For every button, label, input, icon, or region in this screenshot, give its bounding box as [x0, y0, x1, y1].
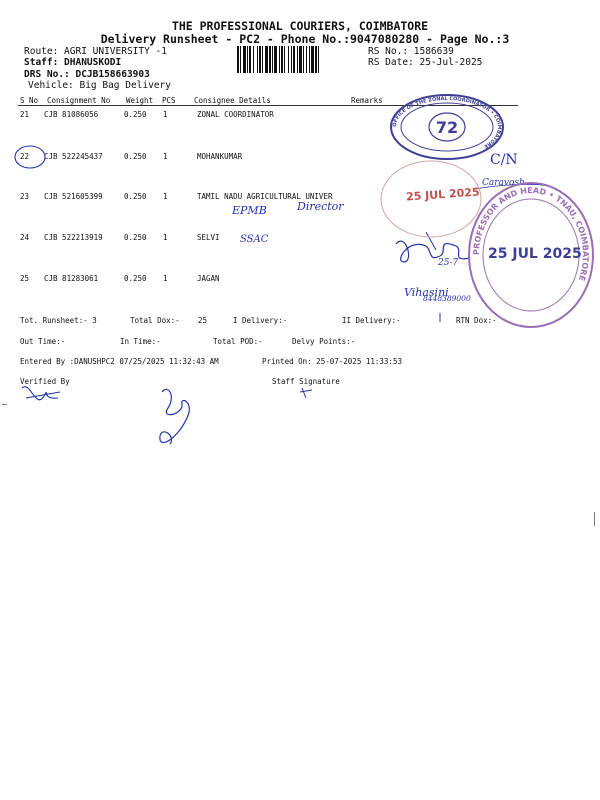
row-consignee: ZONAL COORDINATOR: [197, 110, 274, 119]
col-consignment: Consignment No: [47, 96, 111, 105]
runsheet-subtitle: Delivery Runsheet - PC2 - Phone No.:9047080280 - Page No.:3: [100, 32, 510, 46]
verified-by: Verified By: [20, 377, 70, 386]
row-consignment: CJB 522245437: [44, 152, 103, 161]
red-date-stamp: 25 JUL 2025: [405, 185, 480, 204]
row-sno: 21: [20, 110, 30, 119]
row-sno: 22: [20, 152, 30, 161]
col-pcs: PCS: [162, 96, 176, 105]
row-consignee: MOHANKUMAR: [197, 152, 243, 161]
prof-date-stamp: 25 JUL 2025: [488, 246, 582, 262]
handwritten-date: 25-7: [438, 258, 459, 268]
tot-runsheet: Tot. Runsheet:- 3: [20, 316, 97, 325]
company-title: THE PROFESSIONAL COURIERS, COIMBATORE: [171, 19, 429, 33]
ii-delivery: II Delivery:-: [342, 316, 401, 325]
stamp-number: 72: [435, 118, 459, 137]
rs-date: RS Date: 25-Jul-2025: [368, 57, 483, 68]
row-pcs: 1: [163, 152, 168, 161]
zonal-coordinator-stamp: [388, 92, 506, 162]
handwritten-director: Director: [297, 200, 344, 213]
handwritten-vihasini: Vihasini: [404, 286, 449, 299]
stamp-ring-text: OFFICE OF THE ZONAL COORDINATOR • COIMBATORE: [391, 95, 503, 150]
handwritten-ssac: SSAC: [240, 234, 269, 245]
route-label: Route: AGRI UNIVERSITY -1: [24, 46, 167, 57]
col-consignee: Consignee Details: [194, 96, 271, 105]
i-delivery: I Delivery:-: [233, 316, 288, 325]
row-circle-mark: [15, 146, 45, 168]
prof-ring-text: PROFESSOR AND HEAD • TNAU, COIMBATORE: [471, 185, 591, 283]
verified-signature: [22, 387, 60, 400]
col-sno: S No: [20, 96, 39, 105]
staff-signature: [160, 389, 189, 444]
row-consignee: SELVI: [197, 233, 220, 242]
row-pcs: 1: [163, 110, 168, 119]
in-time: In Time:-: [120, 337, 161, 346]
edge-tick: [2, 404, 7, 405]
total-dox-value: 25: [198, 316, 208, 325]
entered-by: Entered By :DANUSHPC2 07/25/2025 11:32:43 AM: [20, 357, 219, 366]
row-consignment: CJB 522213919: [44, 233, 103, 242]
row-weight: 0.250: [124, 110, 147, 119]
edge-mark: [594, 512, 595, 526]
row-weight: 0.250: [124, 233, 147, 242]
printed-on: Printed On: 25-07-2025 11:33:53: [262, 357, 402, 366]
delvy-points: Delvy Points:-: [292, 337, 356, 346]
row-consignee: JAGAN: [197, 274, 220, 283]
rs-number: RS No.: 1586639: [368, 46, 454, 57]
rtn-dox: RTN Dox:-: [456, 316, 497, 325]
row-consignee: TAMIL NADU AGRICULTURAL UNIVER: [197, 192, 333, 201]
handwritten-phone: 8448389000: [423, 294, 471, 303]
row-weight: 0.250: [124, 152, 147, 161]
row-pcs: 1: [163, 274, 168, 283]
row-weight: 0.250: [124, 274, 147, 283]
row-pcs: 1: [163, 233, 168, 242]
staff-signature-label: Staff Signature: [272, 377, 340, 386]
row-weight: 0.250: [124, 192, 147, 201]
col-weight: Weight: [126, 96, 154, 105]
total-pod: Total POD:-: [213, 337, 263, 346]
row-consignment: CJB 81086056: [44, 110, 99, 119]
col-remarks: Remarks: [351, 96, 383, 105]
row-consignment: CJB 521605399: [44, 192, 103, 201]
row-pcs: 1: [163, 192, 168, 201]
staff-label: Staff: DHANUSKODI: [24, 57, 122, 68]
row-sno: 23: [20, 192, 30, 201]
out-time: Out Time:-: [20, 337, 66, 346]
staff-signature-mark: [300, 388, 312, 398]
total-dox-label: Total Dox:-: [130, 316, 180, 325]
handwritten-epmb: EPMB: [232, 204, 267, 217]
row-consignment: CJB 81283061: [44, 274, 99, 283]
row-sno: 25: [20, 274, 30, 283]
drs-label: DRS No.: DCJB158663903: [24, 69, 150, 80]
handwritten-cn: C/N: [490, 152, 518, 168]
handwritten-caravosh: Caravosh: [482, 178, 525, 188]
row-sno: 24: [20, 233, 30, 242]
vehicle-label: Vehicle: Big Bag Delivery: [28, 80, 171, 91]
